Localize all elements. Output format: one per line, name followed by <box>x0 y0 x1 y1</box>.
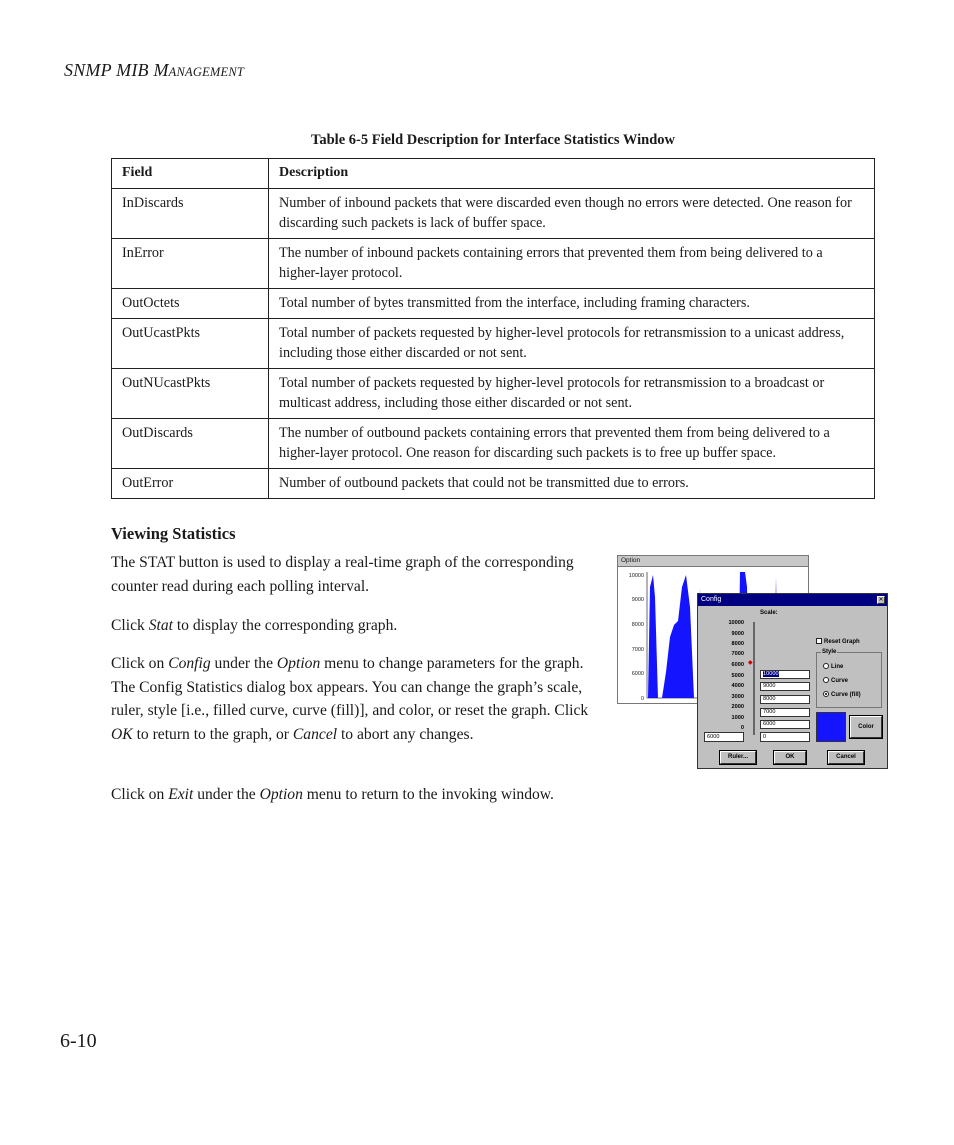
description-cell: Total number of packets requested by higher-level protocols for retransmission to a broadcast or multicast address, including those either discarded or not sent. <box>269 369 875 419</box>
checkbox-box <box>816 638 822 644</box>
dialog-titlebar[interactable] <box>698 594 887 606</box>
field-name-cell: OutOctets <box>112 289 269 319</box>
scale-field[interactable]: 6000 <box>760 720 810 729</box>
text-run: to return to the graph, or <box>132 725 293 743</box>
paragraph-click-stat <box>111 614 591 638</box>
paragraph-stat-intro: The STAT button is used to display a real-time graph of the corresponding counter read during each polling interval. <box>111 554 574 595</box>
description-cell: Total number of bytes transmitted from the interface, including framing characters. <box>269 289 875 319</box>
config-dialog <box>697 593 888 769</box>
radio-label: Curve (fill) <box>831 692 861 698</box>
reset-graph-label: Reset Graph <box>824 639 860 645</box>
dialog-title: Config <box>701 596 722 603</box>
emphasis-option: Option <box>276 655 321 672</box>
emphasis-cancel: Cancel <box>292 725 338 743</box>
table-row <box>112 289 875 319</box>
description-cell: The number of inbound packets containing errors that prevented them from being delivered to a higher-layer protocol. <box>269 239 875 289</box>
description-cell: Number of inbound packets that were discarded even though no errors were detected. One reason for discarding such packets is lack of buffer space. <box>269 189 875 239</box>
ruler-button[interactable]: Ruler... <box>720 751 756 764</box>
text-run: menu to return to the invoking window. <box>302 786 554 803</box>
section-heading: Viewing Statistics <box>111 524 236 543</box>
y-tick-label: 9000 <box>631 597 644 603</box>
field-name-cell: OutNUcastPkts <box>112 369 269 419</box>
text-run: under the <box>193 786 260 803</box>
text-run: to abort any changes. <box>337 725 474 743</box>
emphasis-config: Config <box>168 655 211 672</box>
cancel-button[interactable]: Cancel <box>828 751 864 764</box>
text-run: to display the corresponding graph. <box>172 617 398 634</box>
scale-value: 3000 <box>731 694 744 700</box>
table-caption: Table 6-5 Field Description for Interface Statistics Window <box>311 132 675 148</box>
scale-field[interactable]: 8000 <box>760 695 810 704</box>
text-run: Click <box>111 617 149 634</box>
emphasis-stat: Stat <box>148 617 173 634</box>
radio-curve-fill[interactable] <box>823 691 861 699</box>
scale-value: 7000 <box>731 651 744 657</box>
scale-value: 10000 <box>728 620 744 626</box>
close-icon[interactable]: ✕ <box>878 597 884 603</box>
reset-graph-checkbox[interactable] <box>816 638 860 645</box>
scale-value: 5000 <box>731 673 744 679</box>
emphasis-option: Option <box>259 786 303 803</box>
running-head-main: SNMP MIB M <box>64 60 169 80</box>
y-tick-label: 7000 <box>631 647 644 653</box>
emphasis-ok: OK <box>111 725 133 743</box>
scale-value: 6000 <box>731 662 744 668</box>
field-name-cell: InDiscards <box>112 189 269 239</box>
text-run: under the <box>210 655 277 672</box>
paragraph-config <box>111 652 591 746</box>
radio-label: Line <box>831 664 844 670</box>
scale-value: 0 <box>740 725 744 731</box>
text-run: Click on <box>111 786 169 803</box>
scale-field[interactable]: 9000 <box>760 682 810 691</box>
graph-window-menu[interactable]: Option <box>618 556 808 567</box>
field-name-cell: OutError <box>112 469 269 499</box>
column-header-field: Field <box>112 159 269 189</box>
offset-field[interactable]: 0 <box>760 732 810 742</box>
y-tick-label: 0 <box>640 696 644 702</box>
scale-slider-track[interactable] <box>753 622 755 735</box>
scale-field[interactable] <box>760 670 810 679</box>
table-row <box>112 369 875 419</box>
emphasis-exit: Exit <box>168 786 194 803</box>
table-row <box>112 419 875 469</box>
ruler-field[interactable]: 6000 <box>704 732 744 742</box>
y-tick-label: 8000 <box>631 622 644 628</box>
y-tick-label: 6000 <box>631 671 644 677</box>
field-name-cell: OutDiscards <box>112 419 269 469</box>
description-cell: Total number of packets requested by higher-level protocols for retransmission to a unicast address, including those either discarded or not sent. <box>269 319 875 369</box>
page-number: 6-10 <box>60 1030 97 1052</box>
color-button[interactable]: Color <box>850 716 882 738</box>
paragraph-exit <box>111 783 631 807</box>
scale-value: 4000 <box>731 683 744 689</box>
table-row <box>112 189 875 239</box>
radio-dot <box>823 663 829 669</box>
field-description-table <box>111 158 875 499</box>
radio-line[interactable] <box>823 663 843 671</box>
radio-label: Curve <box>831 678 849 684</box>
text-run: Click on <box>111 655 169 672</box>
scale-value: 8000 <box>731 641 744 647</box>
color-swatch <box>816 712 846 742</box>
field-name-cell: InError <box>112 239 269 289</box>
ok-button[interactable]: OK <box>774 751 806 764</box>
y-tick-label: 10000 <box>628 573 644 579</box>
description-cell: The number of outbound packets containing errors that prevented them from being delivered to a higher-layer protocol. One reason for discarding such packets is to free up buffer space. <box>269 419 875 469</box>
running-head-smallcaps: ANAGEMENT <box>168 65 245 79</box>
scale-field[interactable]: 7000 <box>760 708 810 717</box>
scale-field-value: 10000 <box>763 671 779 677</box>
text-run: menu to change parameters for the graph. The Config Statistics dialog box appears. You can change the graph’s scale, ruler, style [i.e., filled curve, curve (fill)], and color, or reset the graph. Click <box>111 655 589 719</box>
scale-label: Scale: <box>760 610 778 616</box>
running-head <box>64 60 244 81</box>
table-header-row <box>112 159 875 189</box>
table-row <box>112 239 875 289</box>
scale-value: 1000 <box>731 715 744 721</box>
radio-dot <box>823 677 829 683</box>
scale-value: 2000 <box>731 704 744 710</box>
field-name-cell: OutUcastPkts <box>112 319 269 369</box>
scale-value: 9000 <box>731 631 744 637</box>
column-header-description: Description <box>269 159 875 189</box>
scale-slider-thumb-icon[interactable]: ◆ <box>748 660 753 666</box>
radio-dot-selected <box>823 691 829 697</box>
table-row <box>112 469 875 499</box>
description-cell: Number of outbound packets that could not be transmitted due to errors. <box>269 469 875 499</box>
table-row <box>112 319 875 369</box>
style-group <box>816 649 882 708</box>
radio-curve[interactable] <box>823 677 848 685</box>
style-group-label: Style <box>822 649 837 655</box>
config-dialog-screenshot <box>617 555 889 770</box>
